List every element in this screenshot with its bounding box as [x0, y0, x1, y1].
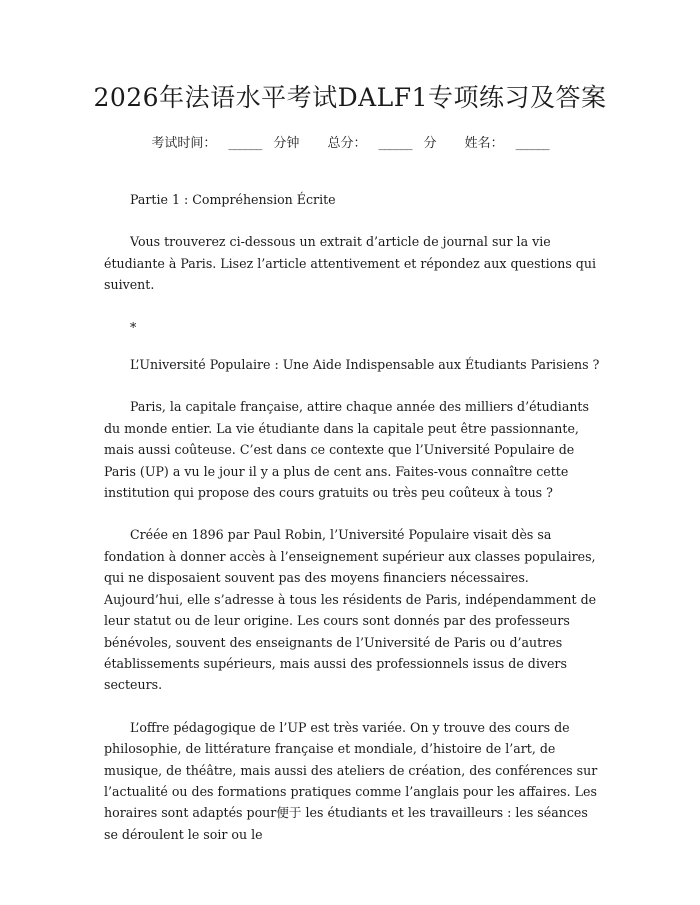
article-title: L’Université Populaire : Une Aide Indispensable aux Étudiants Parisiens ?	[130, 357, 600, 373]
exam-time-field	[145, 136, 305, 151]
exam-time-blank: ______	[228, 136, 262, 151]
exam-time-label: 考试时间：	[151, 136, 217, 151]
separator-asterisk: *	[130, 319, 137, 335]
intro-paragraph: Vous trouverez ci-dessous un extrait d’article de journal sur la vie étudiante à Paris. Lisez l’article attentivement et répondez aux questions qui suivent.	[104, 234, 597, 293]
document-body	[104, 189, 604, 866]
total-score-blank: ______	[378, 136, 412, 151]
exam-time-unit: 分钟	[273, 136, 300, 151]
article-paragraph: L’offre pédagogique de l’UP est très variée. On y trouve des cours de philosophie, de littérature française et mondiale, d’histoire de l’art, de musique, de théâtre, mais aussi des ateliers de création, des conférences sur l’actualité ou des formations pratiques comme l’anglais pour les affaires. Les horaires sont adaptés pour便于 les étudiants et les travailleurs : les séances se déroulent le soir ou le	[104, 719, 598, 842]
total-score-field	[321, 136, 442, 151]
document-title: 2026年法语水平考试DALF1专项练习及答案	[93, 83, 607, 112]
name-blank: ______	[515, 136, 549, 151]
name-label: 姓名：	[464, 136, 504, 151]
total-score-label: 总分：	[327, 136, 367, 151]
total-score-unit: 分	[423, 136, 437, 151]
section-heading: Partie 1 : Compréhension Écrite	[130, 192, 336, 207]
article-paragraph: Paris, la capitale française, attire chaque année des milliers d’étudiants du monde entier. La vie étudiante dans la capitale peut être passionnante, mais aussi coûteuse. C’est dans ce contexte que l’Université Populaire de Paris (UP) a vu le jour il y a plus de cent ans. Faites-vous connaître cette institution qui propose des cours gratuits ou très peu coûteux à tous ?	[104, 399, 589, 501]
exam-meta-line	[0, 132, 700, 151]
name-field	[459, 136, 555, 151]
article-paragraph: Créée en 1896 par Paul Robin, l’Université Populaire visait dès sa fondation à donner accès à l’enseignement supérieur aux classes populaires, qui ne disposaient souvent pas des moyens financiers nécessaires. Aujourd’hui, elle s’adresse à tous les résidents de Paris, indépendamment de leur statut ou de leur origine. Les cours sont donnés par des professeurs bénévoles, souvent des enseignants de l’Université de Paris ou d’autres établissements supérieurs, mais aussi des professionnels issus de divers secteurs.	[104, 527, 597, 693]
